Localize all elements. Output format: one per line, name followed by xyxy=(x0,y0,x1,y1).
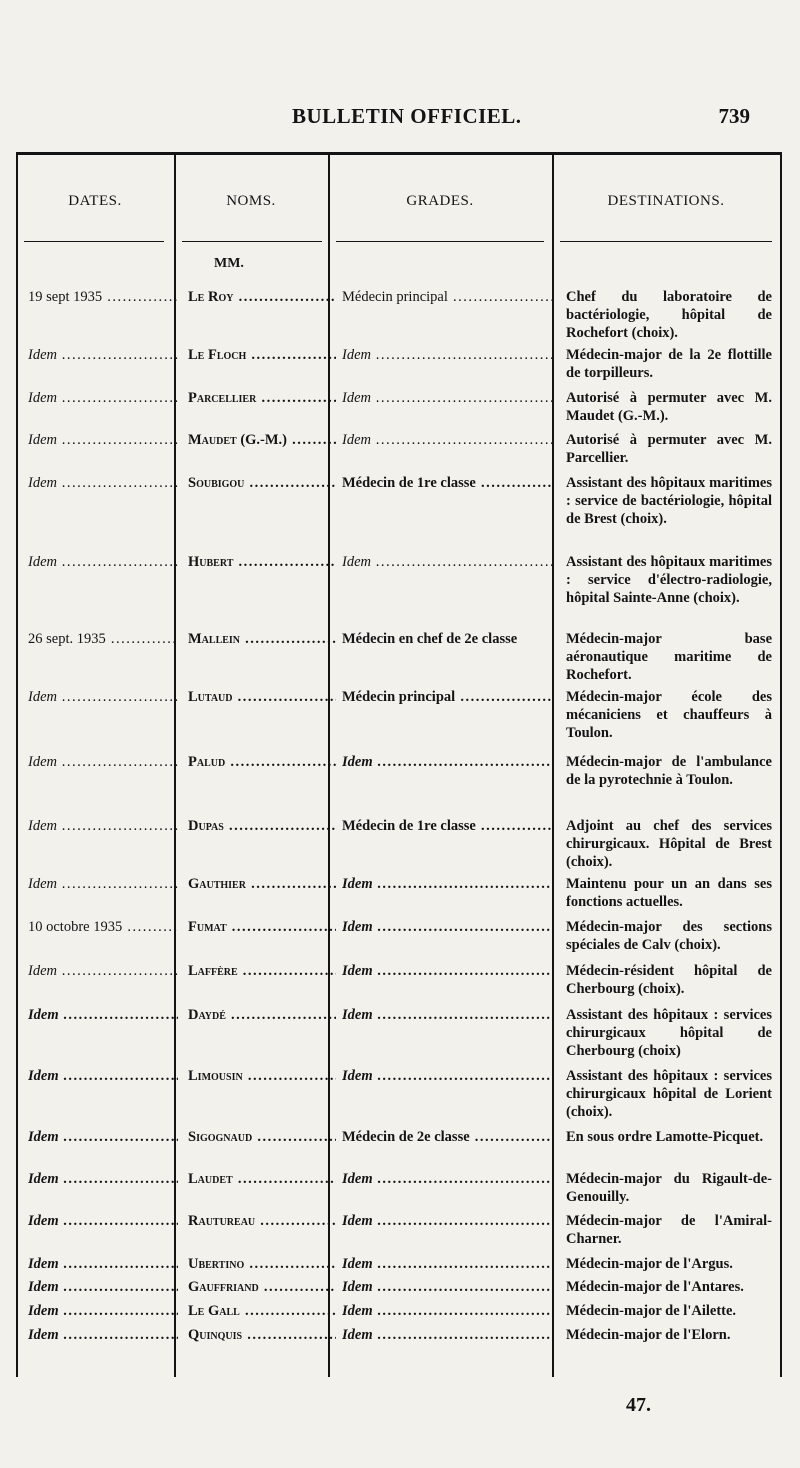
column-rule xyxy=(780,155,782,1377)
name-cell: Lutaud ..... xyxy=(188,688,336,706)
grade-cell: Médecin de 2e classe ..... xyxy=(342,1128,554,1146)
signature-mark: 47. xyxy=(626,1394,651,1416)
name-cell: Daydé ..... xyxy=(188,1006,336,1024)
name-cell: Laudet ..... xyxy=(188,1170,336,1188)
date-cell: Idem ..... xyxy=(28,474,178,492)
name-cell: Soubigou ..... xyxy=(188,474,336,492)
header-rule xyxy=(24,241,164,242)
destination-cell: Autorisé à permuter avec M. Parcellier. xyxy=(566,432,772,466)
name-cell: Palud ..... xyxy=(188,753,336,771)
grade-cell: Médecin en chef de 2e classe xyxy=(342,631,518,647)
column-rule xyxy=(16,155,18,1377)
grade-cell: Médecin principal ..... xyxy=(342,688,554,706)
date-cell: Idem ..... xyxy=(28,962,178,980)
header-rule xyxy=(336,241,544,242)
destination-cell: Médecin-major base aéronautique maritime de Rochefort. xyxy=(566,631,772,683)
name-cell: Dupas ..... xyxy=(188,817,336,835)
grade-cell: Médecin de 1re classe ..... xyxy=(342,474,554,492)
name-cell: Le Roy ..... xyxy=(188,288,336,306)
name-cell: Hubert ..... xyxy=(188,553,336,571)
grade-cell: Idem ..... xyxy=(342,1170,554,1188)
column-header-dates: DATES. xyxy=(68,193,122,209)
header-rule xyxy=(560,241,772,242)
date-cell: Idem ..... xyxy=(28,1302,178,1320)
grade-cell: Idem ..... xyxy=(342,1067,554,1085)
date-cell: 19 sept 1935 ..... xyxy=(28,288,178,306)
destination-cell: Médecin-major des sections spéciales de Calv (choix). xyxy=(566,919,772,953)
grade-cell: Idem ..... xyxy=(342,346,554,364)
grade-cell: Médecin principal ..... xyxy=(342,288,554,306)
grade-cell: Idem ..... xyxy=(342,1278,554,1296)
date-cell: Idem ..... xyxy=(28,1170,178,1188)
destination-cell: Médecin-major du Rigault-de-Genouilly. xyxy=(566,1171,772,1205)
name-cell: Fumat ..... xyxy=(188,918,336,936)
name-cell: Laffère ..... xyxy=(188,962,336,980)
grade-cell: Idem ..... xyxy=(342,389,554,407)
name-cell: Ubertino ..... xyxy=(188,1255,336,1273)
grade-cell: Idem ..... xyxy=(342,875,554,893)
destination-cell: Médecin-major de l'Elorn. xyxy=(566,1327,731,1343)
date-cell: Idem ..... xyxy=(28,875,178,893)
destination-cell: Médecin-major de l'ambulance de la pyrotechnie à Toulon. xyxy=(566,754,772,788)
running-title: BULLETIN OFFICIEL. xyxy=(292,104,522,128)
names-prefix: MM. xyxy=(214,256,244,271)
column-header-destinations: DESTINATIONS. xyxy=(607,193,725,209)
name-cell: Gauffriand ..... xyxy=(188,1278,336,1296)
date-cell: Idem ..... xyxy=(28,1212,178,1230)
date-cell: Idem ..... xyxy=(28,1326,178,1344)
date-cell: Idem ..... xyxy=(28,1128,178,1146)
page-header xyxy=(0,104,800,134)
header-rule xyxy=(182,241,322,242)
date-cell: Idem ..... xyxy=(28,346,178,364)
destination-cell: Médecin-major de l'Amiral-Charner. xyxy=(566,1213,772,1247)
destination-cell: Autorisé à permuter avec M. Maudet (G.-M.). xyxy=(566,390,772,424)
grade-cell: Idem ..... xyxy=(342,753,554,771)
date-cell: Idem ..... xyxy=(28,753,178,771)
grade-cell: Idem ..... xyxy=(342,1006,554,1024)
grade-cell: Idem ..... xyxy=(342,918,554,936)
column-header-noms: NOMS. xyxy=(226,193,276,209)
destination-cell: Assistant des hôpitaux maritimes : service de bactériologie, hôpital de Brest (choix). xyxy=(566,475,772,527)
date-cell: 26 sept. 1935 ..... xyxy=(28,630,178,648)
name-cell: Limousin ..... xyxy=(188,1067,336,1085)
destination-cell: Médecin-major de l'Antares. xyxy=(566,1279,744,1295)
grade-cell: Idem ..... xyxy=(342,1255,554,1273)
name-cell: Gauthier ..... xyxy=(188,875,336,893)
destination-cell: Assistant des hôpitaux : services chirurgicaux hôpital de Cherbourg (choix) xyxy=(566,1007,772,1059)
destination-cell: Adjoint au chef des services chirurgicaux. Hôpital de Brest (choix). xyxy=(566,818,772,870)
name-cell: Maudet (G.-M.) ..... xyxy=(188,431,336,449)
column-header-grades: GRADES. xyxy=(406,193,474,209)
date-cell: Idem ..... xyxy=(28,431,178,449)
destination-cell: En sous ordre Lamotte-Picquet. xyxy=(566,1129,764,1145)
date-cell: Idem ..... xyxy=(28,1067,178,1085)
destination-cell: Maintenu pour un an dans ses fonctions actuelles. xyxy=(566,876,772,910)
name-cell: Le Gall ..... xyxy=(188,1302,336,1320)
destination-cell: Médecin-major de la 2e flottille de torpilleurs. xyxy=(566,347,772,381)
grade-cell: Idem ..... xyxy=(342,1212,554,1230)
name-cell: Le Floch ..... xyxy=(188,346,336,364)
date-cell: Idem ..... xyxy=(28,688,178,706)
name-cell: Rautureau ..... xyxy=(188,1212,336,1230)
date-cell: Idem ..... xyxy=(28,817,178,835)
destination-cell: Assistant des hôpitaux maritimes : service d'électro-radiologie, hôpital Sainte-Anne (choix). xyxy=(566,554,772,606)
name-cell: Quinquis ..... xyxy=(188,1326,336,1344)
page-number: 739 xyxy=(718,104,750,128)
name-cell: Mallein ..... xyxy=(188,630,336,648)
date-cell: Idem ..... xyxy=(28,1006,178,1024)
destination-cell: Assistant des hôpitaux : services chirurgicaux hôpital de Lorient (choix). xyxy=(566,1068,772,1120)
date-cell: Idem ..... xyxy=(28,1255,178,1273)
name-cell: Parcellier ..... xyxy=(188,389,336,407)
destination-cell: Médecin-résident hôpital de Cherbourg (choix). xyxy=(566,963,772,997)
grade-cell: Idem ..... xyxy=(342,553,554,571)
destination-cell: Médecin-major école des mécaniciens et chauffeurs à Toulon. xyxy=(566,689,772,741)
grade-cell: Idem ..... xyxy=(342,962,554,980)
date-cell: 10 octobre 1935 ..... xyxy=(28,918,178,936)
grade-cell: Médecin de 1re classe ..... xyxy=(342,817,554,835)
date-cell: Idem ..... xyxy=(28,553,178,571)
date-cell: Idem ..... xyxy=(28,1278,178,1296)
date-cell: Idem ..... xyxy=(28,389,178,407)
grade-cell: Idem ..... xyxy=(342,431,554,449)
destination-cell: Médecin-major de l'Argus. xyxy=(566,1256,733,1272)
destination-cell: Médecin-major de l'Ailette. xyxy=(566,1303,737,1319)
grade-cell: Idem ..... xyxy=(342,1326,554,1344)
destination-cell: Chef du laboratoire de bactériologie, hôpital de Rochefort (choix). xyxy=(566,289,772,341)
name-cell: Sigognaud ..... xyxy=(188,1128,336,1146)
grade-cell: Idem ..... xyxy=(342,1302,554,1320)
